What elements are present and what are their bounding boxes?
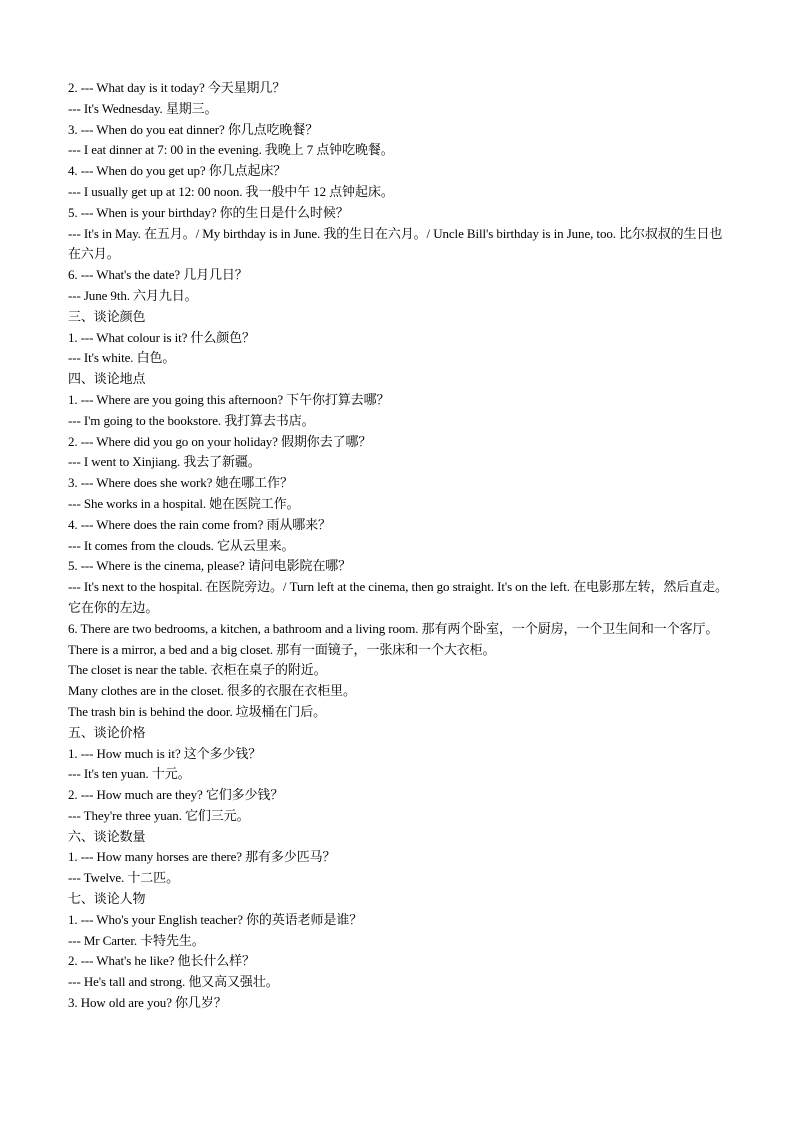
text-line: --- June 9th. 六月九日。	[68, 287, 198, 303]
text-line: 5. --- When is your birthday? 你的生日是什么时候？	[68, 204, 349, 220]
text-line: 6. There are two bedrooms, a kitchen, a bathroom and a living room. 那有两个卧室，一个厨房，一个卫生间和一个客厅。	[68, 620, 719, 636]
text-line: --- It's ten yuan. 十元。	[68, 766, 191, 782]
text-line: --- It's next to the hospital. 在医院旁边。/ Turn left at the cinema, then go straight. It's on the left. 在电影那左转，然后直走。它在你的左边。	[68, 579, 728, 615]
text-line: --- Mr Carter. 卡特先生。	[68, 932, 205, 948]
text-line: 2. --- Where did you go on your holiday? 假期你去了哪？	[68, 433, 372, 449]
text-line: --- It's Wednesday. 星期三。	[68, 100, 218, 116]
text-line: 5. --- Where is the cinema, please? 请问电影院在哪？	[68, 558, 352, 574]
text-line: --- It's white. 白色。	[68, 350, 176, 366]
text-line: --- He's tall and strong. 他又高又强壮。	[68, 974, 279, 990]
text-line: 4. --- Where does the rain come from? 雨从哪来？	[68, 516, 331, 532]
text-line: --- I usually get up at 12: 00 noon. 我一般中午 12 点钟起床。	[68, 183, 394, 199]
text-line: 2. --- How much are they? 它们多少钱？	[68, 787, 284, 803]
text-line: --- I went to Xinjiang. 我去了新疆。	[68, 454, 261, 470]
section-heading: 五、谈论价格	[68, 724, 146, 740]
text-line: --- Twelve. 十二匹。	[68, 870, 179, 886]
text-line: 6. --- What's the date? 几月几日？	[68, 267, 248, 283]
text-line: --- I'm going to the bookstore. 我打算去书店。	[68, 412, 315, 428]
text-line: 2. --- What day is it today? 今天星期几？	[68, 80, 286, 95]
text-line: 1. --- How much is it? 这个多少钱？	[68, 745, 262, 761]
text-line: 1. --- Where are you going this afternoon? 下午你打算去哪？	[68, 391, 390, 407]
text-line: 1. --- What colour is it? 什么颜色？	[68, 329, 255, 345]
text-line: --- It's in May. 在五月。/ My birthday is in June. 我的生日在六月。/ Uncle Bill's birthday is in June, too. 比尔叔叔的生日也在六月。	[68, 225, 723, 262]
text-line: 3. How old are you? 你几岁？	[68, 995, 227, 1011]
text-line: --- It comes from the clouds. 它从云里来。	[68, 537, 295, 553]
text-line: There is a mirror, a bed and a big closet. 那有一面镜子，一张床和一个大衣柜。	[68, 641, 496, 657]
text-line: The closet is near the table. 衣柜在桌子的附近。	[68, 662, 327, 678]
text-line: 2. --- What's he like? 他长什么样？	[68, 953, 255, 969]
text-line: The trash bin is behind the door. 垃圾桶在门后。	[68, 703, 327, 719]
text-line: --- I eat dinner at 7: 00 in the evening. 我晚上 7 点钟吃晚餐。	[68, 142, 394, 158]
text-line: 3. --- When do you eat dinner? 你几点吃晚餐？	[68, 121, 319, 137]
text-line: --- She works in a hospital. 她在医院工作。	[68, 495, 300, 511]
text-line: Many clothes are in the closet. 很多的衣服在衣柜里。	[68, 683, 356, 699]
text-line: 1. --- How many horses are there? 那有多少匹马？	[68, 849, 336, 865]
section-heading: 六、谈论数量	[68, 828, 146, 844]
text-line: 3. --- Where does she work? 她在哪工作？	[68, 475, 293, 491]
section-heading: 四、谈论地点	[68, 371, 146, 387]
section-heading: 三、谈论颜色	[68, 308, 146, 324]
text-line: 4. --- When do you get up? 你几点起床？	[68, 163, 287, 179]
text-line: --- They're three yuan. 它们三元。	[68, 807, 250, 823]
text-line: 1. --- Who's your English teacher? 你的英语老师是谁？	[68, 911, 363, 927]
document-page	[68, 78, 728, 1014]
section-heading: 七、谈论人物	[68, 891, 146, 907]
